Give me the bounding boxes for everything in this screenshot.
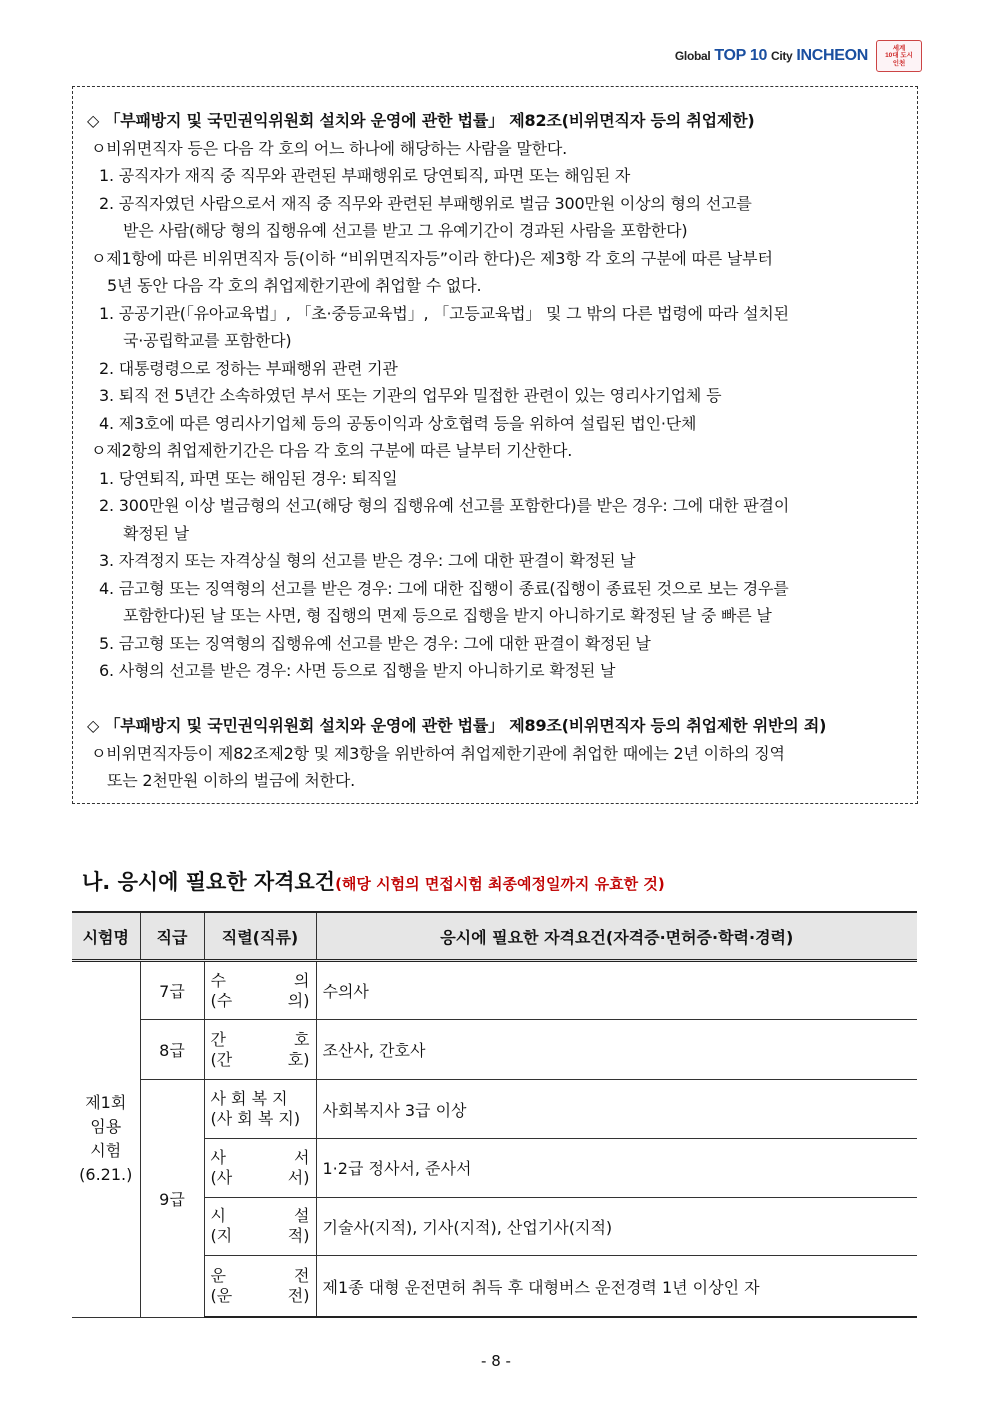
- series-cell: [204, 1020, 316, 1079]
- law-line: 3. 자격정지 또는 자격상실 형의 선고를 받은 경우: 그에 대한 판결이 확정된 날: [99, 551, 636, 570]
- series-char: 설: [294, 1206, 310, 1226]
- series-cell: [204, 961, 316, 1020]
- series-cell: [204, 1079, 316, 1138]
- grade-cell: 8급: [140, 1020, 204, 1079]
- law-line: 확정된 날: [123, 523, 189, 543]
- series-char: (간: [210, 1049, 233, 1069]
- law-line: 또는 2천만원 이하의 벌금에 처한다.: [107, 771, 355, 790]
- logo-top10: TOP 10: [714, 47, 768, 64]
- page-number: - 8 -: [481, 1352, 511, 1370]
- series-name: [211, 1266, 310, 1286]
- series-cell: [204, 1139, 316, 1197]
- exam-name-line: 임용: [90, 1117, 122, 1137]
- series-char: (사: [210, 1167, 233, 1187]
- law-line: ◇ 「부패방지 및 국민권익위원회 설치와 운영에 관한 법률」 제82조(비위면직자 등의 취업제한): [87, 111, 755, 130]
- law-line: ㅇ비위면직자 등은 다음 각 호의 어느 하나에 해당하는 사람을 말한다.: [91, 138, 568, 158]
- series-subname: [211, 1109, 310, 1129]
- law-line: 3. 퇴직 전 5년간 소속하였던 부서 또는 기관의 업무와 밀접한 관련이 있는 영리사기업체 등: [99, 386, 722, 405]
- header-series: 직렬(직류): [204, 912, 316, 961]
- law-line: 2. 300만원 이상 벌금형의 선고(해당 형의 집행유예 선고를 포함한다)를 받은 경우: 그에 대한 판결이: [99, 496, 790, 515]
- series-char: 전): [287, 1286, 310, 1305]
- law-line: 5년 동안 다음 각 호의 취업제한기관에 취업할 수 없다.: [107, 276, 482, 295]
- series-name: [211, 1206, 310, 1226]
- law-line: 포함한다)된 날 또는 사면, 형 집행의 면제 등으로 집행을 받지 아니하기로 확정된 날 중 빠른 날: [123, 606, 772, 625]
- law-line: 국·공립학교를 포함한다): [123, 331, 292, 350]
- law-line: 1. 공공기관(「유아교육법」, 「초·중등교육법」, 「고등교육법」 및 그 밖의 다른 법령에 따라 설치된: [99, 303, 789, 323]
- law-line: ㅇ제1항에 따른 비위면직자 등(이하 “비위면직자등”이라 한다)은 제3항 각 호의 구분에 따른 날부터: [91, 248, 773, 268]
- law-line: 1. 공직자가 재직 중 직무와 관련된 부패행위로 당연퇴직, 파면 또는 해임된 자: [99, 166, 631, 185]
- series-char: (운: [210, 1286, 233, 1305]
- header-logo: [675, 40, 922, 72]
- badge-line: 10대 도시: [885, 52, 913, 60]
- law-line: 4. 금고형 또는 징역형의 선고를 받은 경우: 그에 대한 집행이 종료(집행이 종료된 것으로 보는 경우를: [99, 578, 789, 598]
- law-line: 4. 제3호에 따른 영리사기업체 등의 공동이익과 상호협력 등을 위하여 설립된 법인·단체: [99, 413, 697, 433]
- grade-cell: 7급: [140, 961, 204, 1020]
- requirements-table: [72, 911, 917, 1318]
- exam-name-cell: [72, 961, 140, 1318]
- requirement-cell: 수의사: [316, 961, 917, 1020]
- exam-name-line: (6.21.): [79, 1165, 133, 1185]
- series-subname: [211, 1050, 310, 1070]
- series-subname: [211, 1168, 310, 1188]
- series-char: 전: [294, 1266, 310, 1285]
- series-subname: [211, 1286, 310, 1306]
- requirement-cell: 사회복지사 3급 이상: [316, 1079, 917, 1138]
- series-char: 간: [210, 1029, 226, 1049]
- city-badge-icon: [876, 40, 922, 72]
- logo-wordmark: [675, 47, 868, 65]
- law-line: ㅇ제2항의 취업제한기간은 다음 각 호의 구분에 따른 날부터 기산한다.: [91, 441, 573, 460]
- header-grade: 직급: [140, 912, 204, 961]
- series-char: (사 회 복 지): [210, 1109, 301, 1129]
- badge-line: 인천: [892, 59, 906, 67]
- series-char: 서): [287, 1167, 310, 1187]
- series-name: [211, 1148, 310, 1168]
- law-line: ㅇ비위면직자등이 제82조제2항 및 제3항을 위반하여 취업제한기관에 취업한 때에는 2년 이하의 징역: [91, 743, 785, 763]
- series-subname: [211, 991, 310, 1011]
- law-line: 받은 사람(해당 형의 집행유예 선고를 받고 그 유예기간이 경과된 사람을 포함한다): [123, 221, 688, 240]
- series-char: (지: [210, 1226, 233, 1246]
- law-excerpt-box: [72, 86, 918, 804]
- series-name: [211, 971, 310, 991]
- series-name: [211, 1030, 310, 1050]
- law-line: 1. 당연퇴직, 파면 또는 해임된 경우: 퇴직일: [99, 468, 398, 488]
- series-char: 사 회 복 지: [210, 1089, 288, 1109]
- series-name: [211, 1089, 310, 1109]
- grade-cell: 9급: [140, 1079, 204, 1317]
- series-char: 서: [294, 1147, 310, 1167]
- law-line: 6. 사형의 선고를 받은 경우: 사면 등으로 집행을 받지 아니하기로 확정된 날: [99, 661, 616, 680]
- series-subname: [211, 1226, 310, 1246]
- logo-global: Global: [674, 49, 711, 63]
- section-note: (해당 시험의 면접시험 최종예정일까지 유효한 것): [335, 875, 665, 893]
- section-heading: [82, 866, 665, 896]
- badge-line: 세계: [892, 44, 906, 52]
- exam-name-line: 시험: [90, 1141, 122, 1161]
- series-cell: [204, 1256, 316, 1318]
- requirement-cell: 기술사(지적), 기사(지적), 산업기사(지적): [316, 1197, 917, 1255]
- series-char: 시: [210, 1206, 226, 1226]
- requirement-cell: 제1종 대형 운전면허 취득 후 대형버스 운전경력 1년 이상인 자: [316, 1256, 917, 1318]
- series-char: 의): [287, 990, 310, 1010]
- requirement-cell: 1·2급 정사서, 준사서: [316, 1139, 917, 1197]
- header-requirement: 응시에 필요한 자격요건(자격증·면허증·학력·경력): [316, 912, 917, 961]
- law-line: ◇ 「부패방지 및 국민권익위원회 설치와 운영에 관한 법률」 제89조(비위면직자 등의 취업제한 위반의 죄): [87, 716, 827, 735]
- series-char: 적): [287, 1226, 310, 1246]
- logo-incheon: INCHEON: [796, 47, 868, 64]
- logo-city: City: [770, 49, 793, 63]
- series-char: (수: [210, 990, 233, 1010]
- requirement-cell: 조산사, 간호사: [316, 1020, 917, 1079]
- law-line: 2. 공직자였던 사람으로서 재직 중 직무와 관련된 부패행위로 벌금 300만원 이상의 형의 선고를: [99, 193, 752, 213]
- law-line: 5. 금고형 또는 징역형의 집행유예 선고를 받은 경우: 그에 대한 판결이 확정된 날: [99, 633, 651, 653]
- series-char: 사: [210, 1147, 226, 1167]
- table-row: [72, 1079, 917, 1138]
- series-char: 의: [294, 970, 310, 990]
- series-char: 호): [287, 1049, 310, 1069]
- exam-name-line: 제1회: [85, 1093, 127, 1113]
- header-exam: 시험명: [72, 912, 140, 961]
- law-line: 2. 대통령령으로 정하는 부패행위 관련 기관: [99, 358, 398, 378]
- table-row: [72, 961, 917, 1020]
- series-char: 운: [210, 1266, 226, 1285]
- section-title: 나. 응시에 필요한 자격요건: [82, 870, 336, 894]
- table-header-row: [72, 912, 917, 961]
- series-cell: [204, 1197, 316, 1255]
- series-char: 호: [294, 1029, 310, 1049]
- series-char: 수: [210, 970, 226, 990]
- table-row: [72, 1020, 917, 1079]
